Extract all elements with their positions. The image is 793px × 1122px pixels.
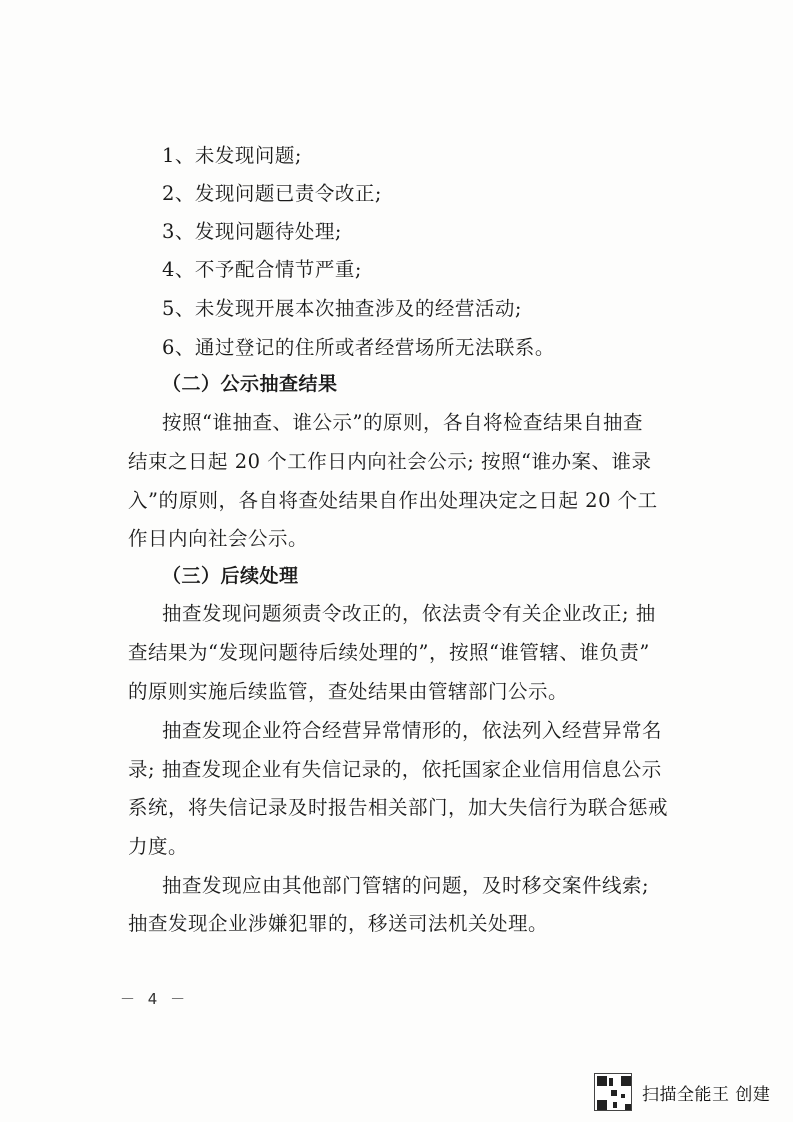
list-item: 3、发现问题待处理; (162, 220, 342, 243)
paragraph-line: 按照“谁抽查、谁公示”的原则，各自将检查结果自抽查 (162, 411, 643, 434)
paragraph-line: 作日内向社会公示。 (128, 527, 309, 550)
paragraph-line: 抽查发现企业涉嫌犯罪的，移送司法机关处理。 (128, 912, 549, 935)
paragraph-line: 力度。 (128, 835, 189, 858)
paragraph-line: 系统，将失信记录及时报告相关部门，加大失信行为联合惩戒 (128, 796, 669, 819)
paragraph-line: 抽查发现问题须责令改正的，依法责令有关企业改正; 抽 (162, 602, 656, 625)
paragraph-line: 抽查发现企业符合经营异常情形的，依法列入经营异常名 (162, 719, 663, 742)
watermark-text: 扫描全能王 创建 (642, 1084, 771, 1105)
paragraph-line: 结束之日起 20 个工作日内向社会公示; 按照“谁办案、谁录 (128, 450, 652, 473)
page-number: － 4 － (120, 990, 190, 1008)
scanner-watermark (594, 1072, 770, 1112)
qr-code-icon (594, 1073, 632, 1111)
list-item: 4、不予配合情节严重; (162, 258, 362, 281)
paragraph-line: 入”的原则，各自将查处结果自作出处理决定之日起 20 个工 (128, 489, 658, 512)
paragraph-line: 抽查发现应由其他部门管辖的问题，及时移交案件线索; (162, 874, 650, 897)
section-heading-follow-up: （三）后续处理 (162, 565, 299, 587)
paragraph-line: 查结果为“发现问题待后续处理的”，按照“谁管辖、谁负责” (128, 641, 650, 664)
list-item: 1、未发现问题; (162, 144, 302, 167)
paragraph-line: 录; 抽查发现企业有失信记录的，依托国家企业信用信息公示 (128, 758, 662, 781)
paragraph-line: 的原则实施后续监管，查处结果由管辖部门公示。 (128, 680, 569, 703)
list-item: 6、通过登记的住所或者经营场所无法联系。 (162, 336, 555, 359)
list-item: 5、未发现开展本次抽查涉及的经营活动; (162, 297, 522, 320)
section-heading-publicity: （二）公示抽查结果 (162, 373, 338, 395)
list-item: 2、发现问题已责令改正; (162, 182, 382, 205)
